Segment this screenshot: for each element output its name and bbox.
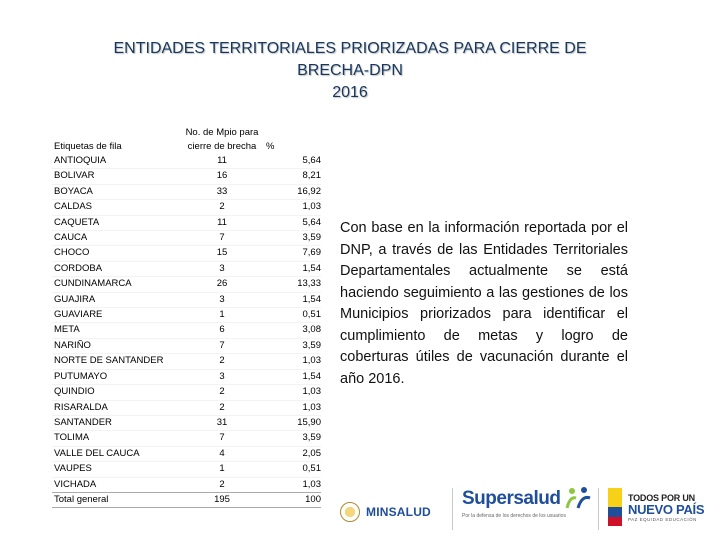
row-num: 2 xyxy=(219,401,225,413)
row-num: 2 xyxy=(219,355,225,367)
row-pct: 3,59 xyxy=(302,432,321,444)
supersalud-logo xyxy=(462,486,594,519)
row-pct: 1,03 xyxy=(302,355,321,367)
row-num: 7 xyxy=(219,339,225,351)
row-pct: 8,21 xyxy=(302,170,321,182)
row-num: 11 xyxy=(217,216,227,228)
table-row xyxy=(52,446,321,461)
row-dept: RISARALDA xyxy=(54,401,108,413)
row-num: 2 xyxy=(219,386,225,398)
table-row xyxy=(52,246,321,261)
table-row xyxy=(52,354,321,369)
row-pct: 1,03 xyxy=(302,201,321,213)
table-row xyxy=(52,215,321,230)
row-dept: CAUCA xyxy=(54,232,88,244)
row-dept: META xyxy=(54,324,80,336)
row-dept: NORTE DE SANTANDER xyxy=(54,355,164,367)
row-num: 7 xyxy=(219,432,225,444)
table-header-row xyxy=(52,126,321,154)
row-pct: 1,54 xyxy=(302,293,321,305)
row-dept: VICHADA xyxy=(54,478,97,490)
table-row xyxy=(52,338,321,353)
page-title xyxy=(60,38,640,104)
minsalud-label: MINSALUD xyxy=(366,505,431,519)
row-dept: CHOCO xyxy=(54,247,90,259)
row-dept: GUAVIARE xyxy=(54,309,103,321)
table-row xyxy=(52,369,321,384)
table-row xyxy=(52,462,321,477)
row-pct: 2,05 xyxy=(302,447,321,459)
row-dept: TOLIMA xyxy=(54,432,90,444)
total-num: 195 xyxy=(178,492,266,507)
row-dept: PUTUMAYO xyxy=(54,370,108,382)
gov-slogan-line-3: PAZ EQUIDAD EDUCACIÓN xyxy=(628,516,697,522)
row-num: 6 xyxy=(219,324,225,336)
row-pct: 15,90 xyxy=(297,416,321,428)
table-row xyxy=(52,184,321,199)
row-num: 1 xyxy=(219,309,225,321)
row-pct: 1,03 xyxy=(302,401,321,413)
row-dept: CUNDINAMARCA xyxy=(54,278,132,290)
pivot-table xyxy=(52,126,321,508)
row-pct: 0,51 xyxy=(302,309,321,321)
row-dept: QUINDIO xyxy=(54,386,95,398)
row-pct: 3,08 xyxy=(302,324,321,336)
row-num: 3 xyxy=(219,370,225,382)
total-label: Total general xyxy=(52,492,178,507)
row-num: 15 xyxy=(216,247,228,259)
title-line-1: ENTIDADES TERRITORIALES PRIORIZADAS PARA CIERRE DE xyxy=(113,40,587,57)
row-dept: ANTIOQUIA xyxy=(54,155,107,166)
header-pct: % xyxy=(266,140,275,152)
supersalud-tagline: Por la defensa de los derechos de los usuarios xyxy=(462,513,566,519)
total-pct: 100 xyxy=(266,492,321,507)
row-dept: CALDAS xyxy=(54,201,93,213)
gov-slogan-line-2: NUEVO PAÍS xyxy=(628,501,705,517)
table-row xyxy=(52,385,321,400)
minsalud-logo xyxy=(340,502,431,522)
header-dept: Etiquetas de fila xyxy=(54,140,122,152)
row-pct: 5,64 xyxy=(302,216,321,228)
row-num: 26 xyxy=(216,278,228,290)
info-paragraph: Con base en la información reportada por el DNP, a través de las Entidades Territoriales Departamentales actualmente se está haciendo seguimiento a las gestiones de los Municipios priorizados para identificar el cumplimiento de metas y logro de coberturas útiles de vacunación durante el año 2016. xyxy=(340,220,628,387)
title-line-2: BRECHA-DPN xyxy=(297,62,403,79)
table-row xyxy=(52,415,321,430)
row-pct: 3,59 xyxy=(302,339,321,351)
header-num xyxy=(178,126,266,154)
row-dept: VAUPES xyxy=(54,463,92,475)
row-dept: BOYACA xyxy=(54,185,93,197)
row-dept: BOLIVAR xyxy=(54,170,95,182)
title-line-3: 2016 xyxy=(332,84,368,101)
row-dept: NARIÑO xyxy=(54,339,91,351)
row-num: 1 xyxy=(219,463,225,475)
footer-divider xyxy=(598,488,599,530)
table-row xyxy=(52,323,321,338)
supersalud-label: Supersalud xyxy=(462,488,561,509)
colombia-seal-icon xyxy=(340,502,360,522)
row-pct: 5,64 xyxy=(302,155,321,166)
table-row xyxy=(52,400,321,415)
row-pct: 16,92 xyxy=(297,185,321,197)
table-row xyxy=(52,169,321,184)
row-num: 3 xyxy=(219,262,225,274)
row-pct: 1,03 xyxy=(302,386,321,398)
row-dept: CAQUETA xyxy=(54,216,100,228)
row-num: 16 xyxy=(216,170,228,182)
row-num: 11 xyxy=(217,155,227,166)
row-num: 7 xyxy=(219,232,225,244)
row-num: 4 xyxy=(219,447,225,459)
row-num: 2 xyxy=(219,201,225,213)
table-row xyxy=(52,200,321,215)
government-logo xyxy=(608,488,704,526)
row-dept: GUAJIRA xyxy=(54,293,96,305)
row-pct: 7,69 xyxy=(302,247,321,259)
header-num-line-1: No. de Mpio para xyxy=(185,127,259,138)
row-num: 3 xyxy=(219,293,225,305)
row-pct: 1,03 xyxy=(302,478,321,490)
colombia-flag-icon xyxy=(608,488,622,526)
row-pct: 13,33 xyxy=(297,278,321,290)
header-num-line-2: cierre de brecha xyxy=(187,141,257,152)
people-icon xyxy=(564,486,594,512)
row-num: 33 xyxy=(216,185,228,197)
footer-logos xyxy=(0,482,720,540)
row-pct: 3,59 xyxy=(302,232,321,244)
table-row xyxy=(52,431,321,446)
gov-slogan-line-1: TODOS POR UN xyxy=(628,492,695,503)
table-row xyxy=(52,231,321,246)
row-num: 2 xyxy=(219,478,225,490)
row-dept: CORDOBA xyxy=(54,262,103,274)
table-row xyxy=(52,261,321,276)
row-pct: 1,54 xyxy=(302,370,321,382)
row-dept: VALLE DEL CAUCA xyxy=(54,447,140,459)
table-row xyxy=(52,292,321,307)
table-row xyxy=(52,154,321,169)
row-pct: 0,51 xyxy=(302,463,321,475)
row-num: 31 xyxy=(216,416,228,428)
row-dept: SANTANDER xyxy=(54,416,112,428)
footer-divider xyxy=(452,488,453,530)
table-row xyxy=(52,277,321,292)
row-pct: 1,54 xyxy=(302,262,321,274)
table-row xyxy=(52,308,321,323)
